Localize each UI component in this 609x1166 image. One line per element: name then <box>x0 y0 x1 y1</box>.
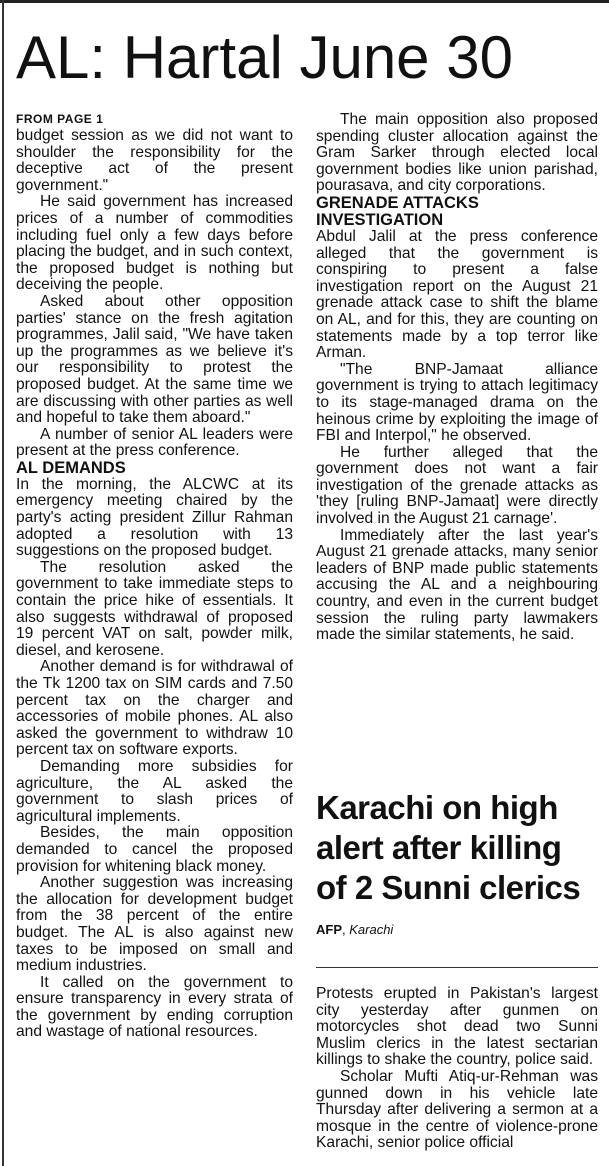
second-story-body <box>316 986 598 1166</box>
paragraph: Another suggestion was increasing the allocation for development budget from the 38 percent of the entire budget. The AL is also against new taxes to be imposed on small and medium industries. <box>16 874 293 975</box>
paragraph: A number of senior AL leaders were present at the press conference. <box>16 425 293 460</box>
right-column <box>316 112 598 752</box>
main-headline: AL: Hartal June 30 <box>16 24 513 91</box>
second-story-header <box>316 788 598 937</box>
paragraph: Besides, the main opposition demanded to cancel the proposed provision for whitening black money. <box>16 824 293 875</box>
second-story-headline: Karachi on high alert after killing of 2 Sunni clerics <box>316 789 581 906</box>
paragraph: budget session as we did not want to shoulder the responsibility for the deceptive act of the present government." <box>16 127 293 194</box>
paragraph: He said government has increased prices of a number of commodities including fuel only a few days before placing the budget, and in such context, the proposed budget is nothing but deceiving the people. <box>16 193 293 294</box>
paragraph: He further alleged that the government does not want a fair investigation of the grenade attacks as 'they [ruling BNP-Jamaat] were directly involved in the August 21 carnage'. <box>316 443 598 528</box>
paragraph: The main opposition also proposed spending cluster allocation against the Gram Sarker through elected local government bodies like union parishad, pourasava, and city corporations. <box>316 112 598 195</box>
left-rule <box>2 0 4 1166</box>
byline-divider <box>316 967 598 968</box>
byline-place: Karachi <box>349 922 394 937</box>
left-column <box>16 112 293 1162</box>
byline: AFP, Karachi <box>316 922 394 937</box>
subhead-grenade-attacks: GRENADE ATTACKS INVESTIGATION <box>316 193 479 229</box>
paragraph: Scholar Mufti Atiq-ur-Rehman was gunned down in his vehicle late Thursday after delivering a sermon at a mosque in the centre of violence-prone Karachi, senior police official <box>316 1067 598 1152</box>
from-page-kicker: FROM PAGE 1 <box>16 112 104 126</box>
paragraph: Another demand is for withdrawal of the Tk 1200 tax on SIM cards and 7.50 percent tax on the charger and accessories of mobile phones. AL also asked the government to withdraw 10 percent tax on software exports. <box>16 658 293 759</box>
paragraph: Immediately after the last year's August 21 grenade attacks, many senior leaders of BNP made public statements accusing the AL and a neighbouring country, and even in the current budget session the ruling party lawmakers made the similar statements, he said. <box>316 526 598 644</box>
paragraph: Protests erupted in Pakistan's largest city yesterday after gunmen on motorcycles shot dead two Sunni Muslim clerics in the latest sectarian killings to shake the country, police said. <box>316 986 598 1069</box>
paragraph: Demanding more subsidies for agriculture, the AL asked the government to slash prices of agricultural implements. <box>16 757 293 825</box>
top-rule <box>0 0 609 3</box>
paragraph: Asked about other opposition parties' stance on the fresh agitation programmes, Jalil said, "We have taken up the programmes as we believe it's our responsibility to protest the proposed budget. At the same time we are discussing with other parties as well and hopeful to take them aboard." <box>16 292 293 427</box>
paragraph: It called on the government to ensure transparency in every strata of the government by ending corruption and wastage of national resources. <box>16 973 293 1041</box>
paragraph: The resolution asked the government to take immediate steps to contain the price hike of essentials. It also suggests withdrawal of proposed 19 percent VAT on salt, powder milk, diesel, and kerosene. <box>16 558 293 659</box>
paragraph: In the morning, the ALCWC at its emergency meeting chaired by the party's acting president Zillur Rahman adopted a resolution with 13 suggestions on the proposed budget. <box>16 475 293 560</box>
byline-agency: AFP <box>316 922 342 937</box>
paragraph: Abdul Jalil at the press conference alleged that the government is conspiring to present a false investigation report on the August 21 grenade attack case to shift the blame on AL, and for this, they are counting on statements made by a top terror like Arman. <box>316 227 598 362</box>
paragraph: "The BNP-Jamaat alliance government is trying to attach legitimacy to its stage-managed drama on the heinous crime by exploiting the image of FBI and Interpol," he observed. <box>316 360 598 445</box>
subhead-al-demands: AL DEMANDS <box>16 458 126 477</box>
